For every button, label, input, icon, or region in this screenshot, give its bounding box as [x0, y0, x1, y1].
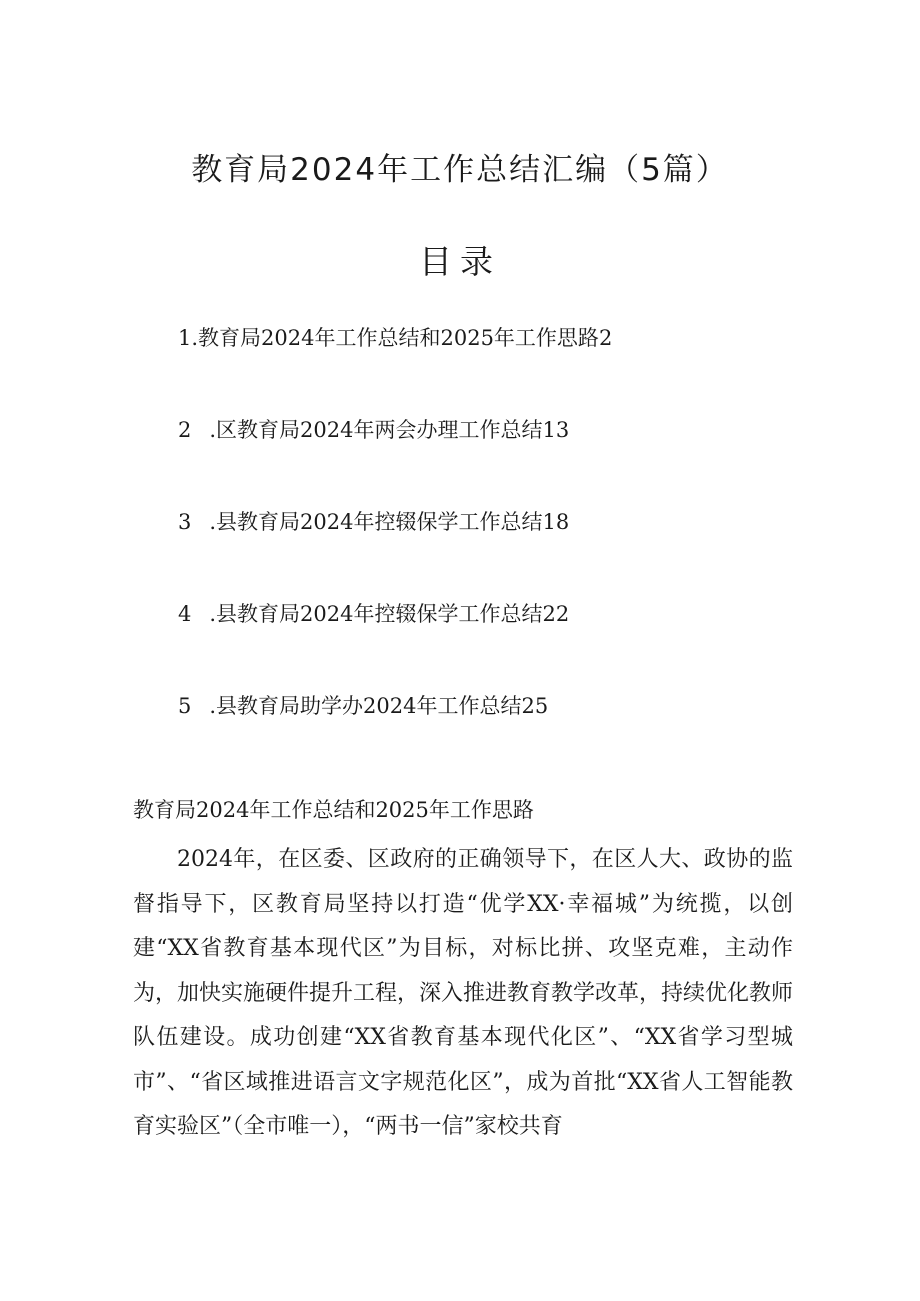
toc-entry-text: .县教育局助学办2024年工作总结: [209, 694, 522, 718]
toc-entry-number: 1: [178, 326, 192, 350]
toc-entry-text: .区教育局2024年两会办理工作总结: [209, 418, 543, 442]
section-title: 教育局2024年工作总结和2025年工作思路: [133, 798, 534, 822]
toc-entry-page: 25: [521, 694, 549, 718]
toc-entry-4[interactable]: [178, 594, 612, 686]
toc-entry-5[interactable]: [178, 686, 612, 778]
toc-entry-1[interactable]: [178, 318, 612, 410]
toc-entry-number: 4: [178, 602, 192, 626]
toc-entry-number: 3: [178, 510, 192, 534]
toc-entry-text: .县教育局2024年控辍保学工作总结: [209, 602, 543, 626]
toc-entry-text: .县教育局2024年控辍保学工作总结: [209, 510, 543, 534]
toc-entry-number: 5: [178, 694, 192, 718]
toc-entry-2[interactable]: [178, 410, 612, 502]
toc-entry-number: 2: [178, 418, 192, 442]
body-paragraph: 2024年，在区委、区政府的正确领导下，在区人大、政协的监督指导下，区教育局坚持以打造“优学XX·幸福城”为统揽，以创建“XX省教育基本现代区”为目标，对标比拼、攻坚克难，主动作为，加快实施硬件提升工程，深入推进教育教学改革，持续优化教师队伍建设。成功创建“XX省教育基本现代化区”、“XX省学习型城市”、“省区域推进语言文字规范化区”，成为首批“XX省人工智能教育实验区”（全市唯一），“两书一信”家校共育: [133, 847, 794, 1139]
toc-entry-page: 22: [542, 602, 570, 626]
toc-entry-3[interactable]: [178, 502, 612, 594]
toc-entry-page: 18: [542, 510, 570, 534]
table-of-contents: [178, 318, 612, 778]
document-title: 教育局2024年工作总结汇编（5篇）: [191, 152, 729, 188]
toc-entry-page: 2: [598, 326, 613, 350]
toc-heading: 目录: [419, 242, 501, 281]
toc-entry-page: 13: [542, 418, 570, 442]
toc-entry-text: .教育局2024年工作总结和2025年工作思路: [191, 326, 599, 350]
